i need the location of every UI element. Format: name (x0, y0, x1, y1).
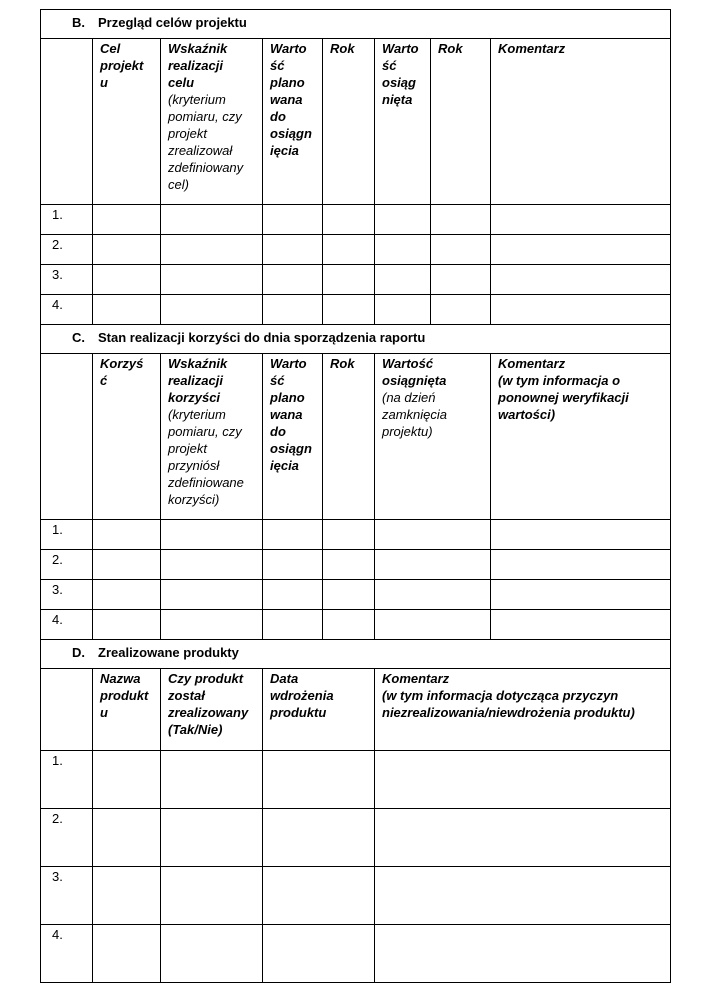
header-line: niezrealizowania/niewdrożenia produktu) (382, 705, 635, 720)
header-line: (Tak/Nie) (168, 722, 223, 737)
header-line: ść (382, 58, 397, 73)
header-subline: przyniósł (168, 458, 220, 473)
header-line: osiągnięta (382, 373, 447, 388)
header-wartosc-planowana (263, 39, 323, 205)
table-row (41, 550, 671, 580)
input-cell[interactable] (323, 235, 375, 265)
input-cell[interactable] (161, 580, 263, 610)
header-subline: pomiaru, czy (168, 424, 242, 439)
input-cell[interactable] (161, 265, 263, 295)
header-rok: Rok (323, 39, 375, 205)
table-row (41, 520, 671, 550)
header-spacer (41, 354, 93, 520)
header-subline: cel) (168, 177, 189, 192)
input-cell[interactable] (491, 235, 671, 265)
header-komentarz: Komentarz (491, 39, 671, 205)
input-cell[interactable] (375, 295, 431, 325)
input-cell[interactable] (263, 925, 375, 983)
input-cell[interactable] (263, 580, 323, 610)
header-line: Komentarz (382, 671, 450, 686)
input-cell[interactable] (93, 235, 161, 265)
input-cell[interactable] (323, 265, 375, 295)
header-subline: zrealizował (168, 143, 233, 158)
header-subline: (kryterium (168, 407, 226, 422)
input-cell[interactable] (375, 205, 431, 235)
header-subline: korzyści) (168, 492, 220, 507)
input-cell[interactable] (491, 550, 671, 580)
input-cell[interactable] (263, 867, 375, 925)
input-cell[interactable] (323, 580, 375, 610)
header-subline: zamknięcia (382, 407, 448, 422)
header-line: produkt (100, 688, 149, 703)
section-d-letter: D. (72, 645, 85, 660)
input-cell[interactable] (263, 205, 323, 235)
input-cell[interactable] (375, 751, 671, 809)
table-row (41, 925, 671, 983)
header-subline: zdefiniowany (168, 160, 244, 175)
section-d-header-row (41, 669, 671, 751)
header-line: ponownej weryfikacji (498, 390, 629, 405)
input-cell[interactable] (93, 809, 161, 867)
input-cell[interactable] (323, 520, 375, 550)
header-line: wdrożenia (270, 688, 334, 703)
section-c-heading-row (41, 325, 671, 354)
row-number: 2. (41, 235, 93, 265)
header-line: Warto (382, 41, 419, 56)
row-number: 1. (41, 751, 93, 809)
header-line: (w tym informacja dotycząca przyczyn (382, 688, 619, 703)
input-cell[interactable] (93, 550, 161, 580)
table-row (41, 235, 671, 265)
header-line: został (168, 688, 205, 703)
input-cell[interactable] (375, 610, 491, 640)
header-wskaznik-korzysci (161, 354, 263, 520)
header-line: celu (168, 75, 195, 90)
row-number: 3. (41, 265, 93, 295)
input-cell[interactable] (93, 205, 161, 235)
header-subline: projekt (168, 441, 208, 456)
header-czy-zrealizowany (161, 669, 263, 751)
header-line: Wskaźnik (168, 356, 228, 371)
header-data-wdrozenia (263, 669, 375, 751)
input-cell[interactable] (263, 550, 323, 580)
table-row (41, 809, 671, 867)
input-cell[interactable] (491, 580, 671, 610)
input-cell[interactable] (263, 751, 375, 809)
header-line: osiągn (270, 441, 312, 456)
project-report-table (40, 9, 671, 983)
table-row (41, 205, 671, 235)
header-line: u (100, 705, 108, 720)
header-wskaznik-celu (161, 39, 263, 205)
input-cell[interactable] (323, 295, 375, 325)
header-wartosc-osiagnieta (375, 354, 491, 520)
row-number: 1. (41, 520, 93, 550)
header-subline: (kryterium (168, 92, 226, 107)
input-cell[interactable] (431, 265, 491, 295)
input-cell[interactable] (491, 520, 671, 550)
input-cell[interactable] (263, 520, 323, 550)
header-line: Komentarz (498, 356, 566, 371)
input-cell[interactable] (161, 235, 263, 265)
input-cell[interactable] (161, 295, 263, 325)
header-line: ć (100, 373, 108, 388)
table-row (41, 867, 671, 925)
header-line: Cel (100, 41, 121, 56)
header-subline: projektu) (382, 424, 433, 439)
input-cell[interactable] (161, 205, 263, 235)
section-c-title: Stan realizacji korzyści do dnia sporządzenia raportu (98, 330, 426, 345)
input-cell[interactable] (491, 295, 671, 325)
input-cell[interactable] (263, 610, 323, 640)
header-line: plano (270, 75, 305, 90)
header-nazwa-produktu (93, 669, 161, 751)
header-korzysc (93, 354, 161, 520)
input-cell[interactable] (375, 520, 491, 550)
input-cell[interactable] (375, 867, 671, 925)
header-line: do (270, 424, 286, 439)
header-line: nięta (382, 92, 413, 107)
table-row (41, 580, 671, 610)
input-cell[interactable] (93, 295, 161, 325)
section-c-letter: C. (72, 330, 85, 345)
header-komentarz (375, 669, 671, 751)
header-line: zrealizowany (168, 705, 249, 720)
header-line: Data (270, 671, 299, 686)
input-cell[interactable] (491, 265, 671, 295)
section-d-heading-row (41, 640, 671, 669)
table-row (41, 751, 671, 809)
header-line: Warto (270, 41, 307, 56)
section-b-heading-row (41, 10, 671, 39)
input-cell[interactable] (431, 205, 491, 235)
row-number: 4. (41, 925, 93, 983)
row-number: 2. (41, 809, 93, 867)
header-line: Korzyś (100, 356, 144, 371)
input-cell[interactable] (93, 520, 161, 550)
input-cell[interactable] (375, 925, 671, 983)
section-b-letter: B. (72, 15, 85, 30)
header-line: osiągn (270, 126, 312, 141)
row-number: 4. (41, 610, 93, 640)
input-cell[interactable] (431, 235, 491, 265)
input-cell[interactable] (161, 925, 263, 983)
table-row (41, 265, 671, 295)
input-cell[interactable] (375, 580, 491, 610)
input-cell[interactable] (375, 809, 671, 867)
input-cell[interactable] (375, 265, 431, 295)
section-b-header-row (41, 39, 671, 205)
header-subline: pomiaru, czy (168, 109, 242, 124)
header-subline: projekt (168, 126, 208, 141)
table-row (41, 295, 671, 325)
header-rok: Rok (323, 354, 375, 520)
header-komentarz (491, 354, 671, 520)
input-cell[interactable] (323, 205, 375, 235)
header-subline: zdefiniowane (168, 475, 244, 490)
header-line: Wartość (382, 356, 434, 371)
input-cell[interactable] (375, 235, 431, 265)
section-c-header-row (41, 354, 671, 520)
input-cell[interactable] (491, 610, 671, 640)
header-line: korzyści (168, 390, 221, 405)
header-line: ść (270, 58, 285, 73)
input-cell[interactable] (161, 751, 263, 809)
header-cel-projektu (93, 39, 161, 205)
input-cell[interactable] (263, 809, 375, 867)
input-cell[interactable] (161, 520, 263, 550)
header-line: Nazwa (100, 671, 141, 686)
header-line: ięcia (270, 143, 299, 158)
input-cell[interactable] (93, 867, 161, 925)
header-line: produktu (270, 705, 327, 720)
header-line: wana (270, 92, 303, 107)
row-number: 3. (41, 580, 93, 610)
input-cell[interactable] (491, 205, 671, 235)
header-wartosc-osiagnieta (375, 39, 431, 205)
header-line: wana (270, 407, 303, 422)
input-cell[interactable] (263, 265, 323, 295)
input-cell[interactable] (161, 867, 263, 925)
input-cell[interactable] (93, 925, 161, 983)
input-cell[interactable] (93, 751, 161, 809)
input-cell[interactable] (93, 610, 161, 640)
header-line: wartości) (498, 407, 556, 422)
input-cell[interactable] (161, 809, 263, 867)
input-cell[interactable] (161, 550, 263, 580)
header-line: Czy produkt (168, 671, 244, 686)
header-rok: Rok (431, 39, 491, 205)
input-cell[interactable] (323, 610, 375, 640)
row-number: 2. (41, 550, 93, 580)
table-row (41, 610, 671, 640)
header-line: realizacji (168, 373, 223, 388)
header-line: plano (270, 390, 305, 405)
header-line: (w tym informacja o (498, 373, 621, 388)
input-cell[interactable] (263, 235, 323, 265)
row-number: 3. (41, 867, 93, 925)
section-b-title: Przegląd celów projektu (98, 15, 247, 30)
header-spacer (41, 669, 93, 751)
input-cell[interactable] (323, 550, 375, 580)
input-cell[interactable] (263, 295, 323, 325)
input-cell[interactable] (93, 265, 161, 295)
section-d-title: Zrealizowane produkty (98, 645, 239, 660)
header-line: ść (270, 373, 285, 388)
row-number: 4. (41, 295, 93, 325)
header-line: Warto (270, 356, 307, 371)
header-subline: (na dzień (382, 390, 436, 405)
header-line: do (270, 109, 286, 124)
header-line: Wskaźnik (168, 41, 228, 56)
header-line: realizacji (168, 58, 223, 73)
input-cell[interactable] (161, 610, 263, 640)
input-cell[interactable] (375, 550, 491, 580)
header-wartosc-planowana (263, 354, 323, 520)
header-spacer (41, 39, 93, 205)
header-line: ięcia (270, 458, 299, 473)
header-line: osiąg (382, 75, 416, 90)
input-cell[interactable] (431, 295, 491, 325)
header-line: u (100, 75, 108, 90)
input-cell[interactable] (93, 580, 161, 610)
row-number: 1. (41, 205, 93, 235)
header-line: projekt (100, 58, 144, 73)
